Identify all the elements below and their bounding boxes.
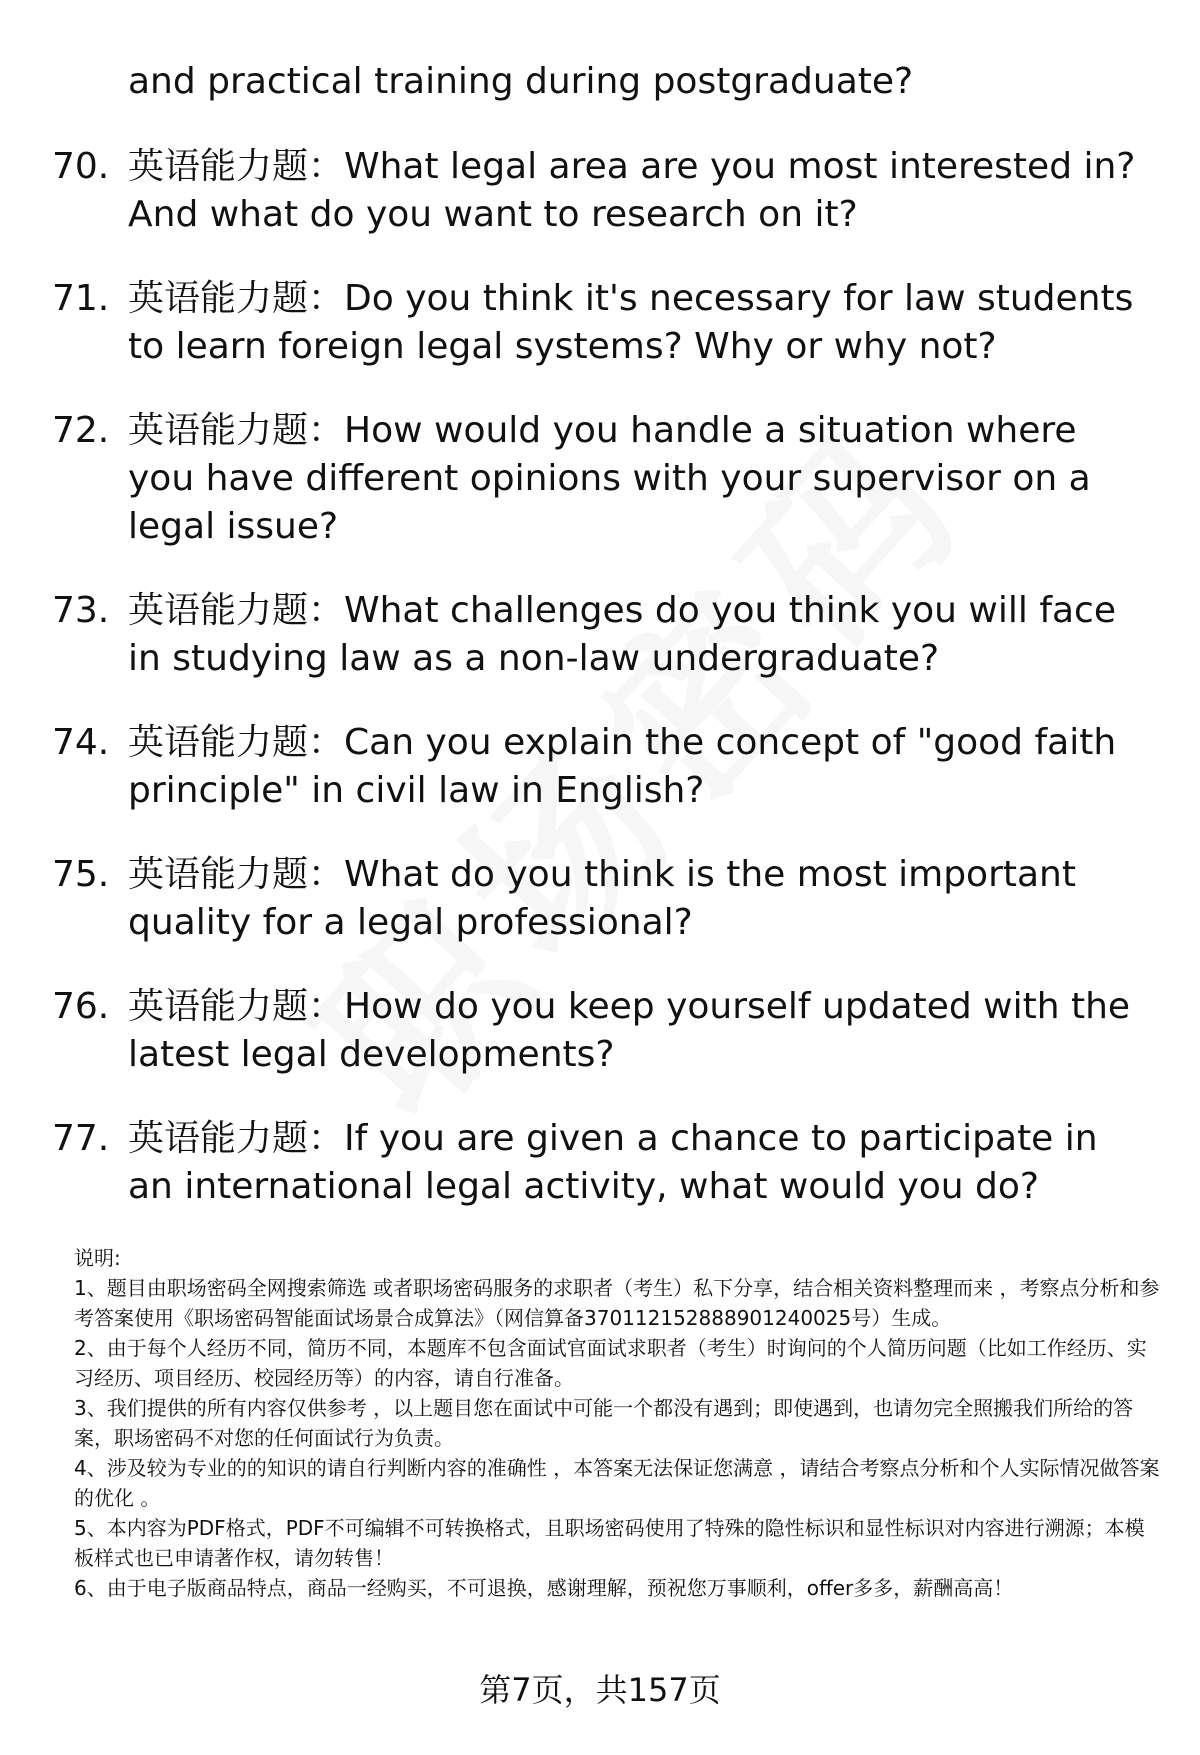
note-item-4: 4、涉及较为专业的的知识的请自行判断内容的准确性 ，本答案无法保证您满意 ，请结合考察点分析和个人实际情况做答案的优化 。 xyxy=(74,1456,1160,1510)
question-item-76 xyxy=(0,983,1200,1079)
question-item-70 xyxy=(0,143,1200,239)
question-number: 70. xyxy=(52,146,110,187)
question-item-73 xyxy=(0,587,1200,683)
question-category: 英语能力题： xyxy=(128,590,345,631)
question-number: 72. xyxy=(52,410,110,451)
question-body xyxy=(128,983,1143,1079)
question-category: 英语能力题： xyxy=(128,410,345,451)
question-body xyxy=(128,143,1143,239)
question-category: 英语能力题： xyxy=(128,986,345,1027)
question-text: If you are given a chance to participate in an international legal activity, what would you do? xyxy=(128,1118,1098,1207)
notes-section xyxy=(74,1243,1164,1603)
question-body xyxy=(128,587,1143,683)
question-number: 73. xyxy=(52,590,110,631)
question-text: What challenges do you think you will face in studying law as a non-law undergraduate? xyxy=(128,590,1116,679)
question-item-74 xyxy=(0,719,1200,815)
question-item-75 xyxy=(0,851,1200,947)
question-body xyxy=(128,719,1143,815)
question-category: 英语能力题： xyxy=(128,1118,345,1159)
note-item-6: 6、由于电子版商品特点，商品一经购买，不可退换，感谢理解，预祝您万事顺利，offer多多，薪酬高高！ xyxy=(74,1576,1014,1600)
question-text: Do you think it's necessary for law students to learn foreign legal systems? Why or why not? xyxy=(128,278,1134,367)
question-category: 英语能力题： xyxy=(128,146,345,187)
question-text: What do you think is the most important quality for a legal professional? xyxy=(128,854,1076,943)
note-item-5: 5、本内容为PDF格式，PDF不可编辑不可转换格式，且职场密码使用了特殊的隐性标识和显性标识对内容进行溯源；本模板样式也已申请著作权，请勿转售！ xyxy=(74,1516,1145,1570)
question-text: How do you keep yourself updated with the latest legal developments? xyxy=(128,986,1131,1075)
question-number: 77. xyxy=(52,1118,110,1159)
question-text: Can you explain the concept of "good faith principle" in civil law in English? xyxy=(128,722,1117,811)
question-item-71 xyxy=(0,275,1200,371)
question-text: What legal area are you most interested in? And what do you want to research on it? xyxy=(128,146,1136,235)
question-continuation: and practical training during postgraduate? xyxy=(128,61,914,102)
note-item-2: 2、由于每个人经历不同，简历不同，本题库不包含面试官面试求职者（考生）时询问的个人简历问题（比如工作经历、实习经历、项目经历、校园经历等）的内容，请自行准备。 xyxy=(74,1336,1147,1390)
page-number-footer: 第7页，共157页 xyxy=(479,1671,721,1709)
question-category: 英语能力题： xyxy=(128,854,345,895)
question-number: 75. xyxy=(52,854,110,895)
question-body xyxy=(128,1115,1143,1211)
question-text: How would you handle a situation where you have different opinions with your supervisor on a legal issue? xyxy=(128,410,1091,547)
question-body xyxy=(128,275,1143,371)
note-item-3: 3、我们提供的所有内容仅供参考 ，以上题目您在面试中可能一个都没有遇到；即使遇到，也请勿完全照搬我们所给的答案，职场密码不对您的任何面试行为负责。 xyxy=(74,1396,1134,1450)
question-category: 英语能力题： xyxy=(128,722,345,763)
question-item-72 xyxy=(0,407,1200,551)
question-number: 76. xyxy=(52,986,110,1027)
question-body xyxy=(128,407,1143,551)
question-item-77 xyxy=(0,1115,1200,1211)
question-number: 74. xyxy=(52,722,110,763)
question-category: 英语能力题： xyxy=(128,278,345,319)
notes-title: 说明: xyxy=(74,1246,121,1270)
question-number: 71. xyxy=(52,278,110,319)
question-body xyxy=(128,851,1143,947)
question-list xyxy=(0,143,1200,1247)
note-item-1: 1、题目由职场密码全网搜索筛选 或者职场密码服务的求职者（考生）私下分享，结合相关资料整理而来 ，考察点分析和参考答案使用《职场密码智能面试场景合成算法》（网信算备370112152888901240025号）生成。 xyxy=(74,1276,1160,1330)
